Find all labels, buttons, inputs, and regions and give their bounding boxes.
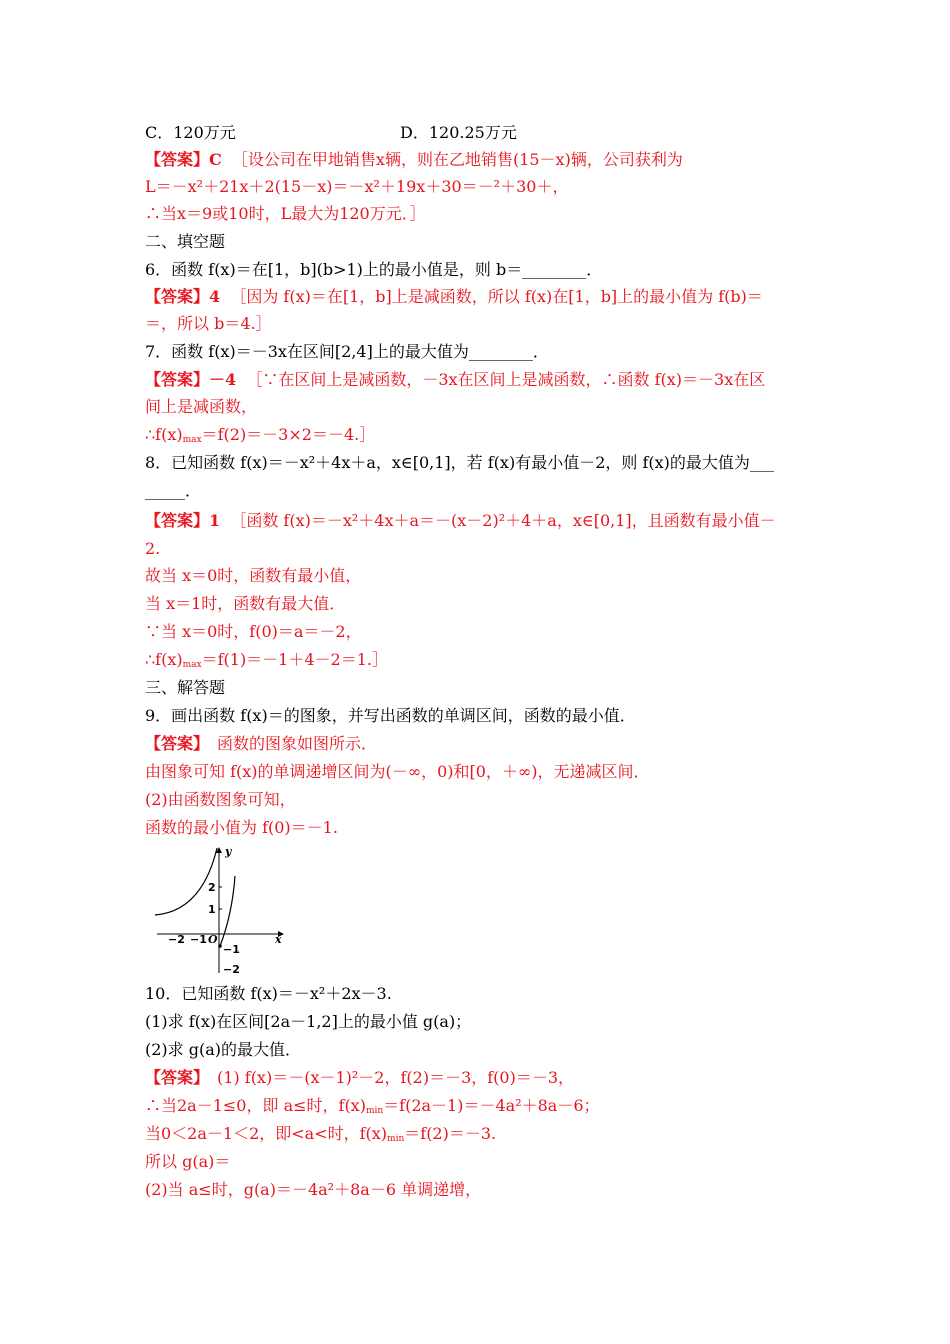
q8-answer-line1 bbox=[145, 510, 776, 532]
q7-max-subscript: max bbox=[182, 435, 202, 445]
q9-stem: 9．画出函数 f(x)＝的图象，并写出函数的单调区间，函数的最小值． bbox=[145, 706, 636, 725]
q8-answer-line4: 当 x＝1时，函数有最大值． bbox=[145, 594, 346, 613]
origin-label: O bbox=[208, 933, 218, 946]
q5-answer-line3: ∴当x＝9或10时，L最大为120万元．］ bbox=[145, 204, 426, 223]
q7-answer-line3 bbox=[145, 424, 375, 451]
answer-tag: 【答案】 bbox=[145, 150, 210, 169]
q10-stem: 10．已知函数 f(x)＝－x²＋2x－3. bbox=[145, 984, 392, 1003]
q7-answer-result: ＝f(2)＝－3×2＝－4.］ bbox=[201, 425, 376, 444]
q6-answer-text: ［因为 f(x)＝在[1，b]上是减函数，所以 f(x)在[1，b]上的最小值为 f(b)＝ bbox=[230, 287, 763, 306]
q8-answer-fmax: ∴f(x) bbox=[145, 650, 183, 669]
q10-answer-case2-result: ＝f(2)＝－3. bbox=[404, 1124, 497, 1143]
q8-stem-line2: _____． bbox=[145, 481, 202, 500]
q10-answer-case1: ∴当2a－1≤0，即 a≤时，f(x) bbox=[145, 1096, 366, 1115]
q8-max-subscript: max bbox=[182, 660, 202, 670]
answer-tag: 【答案】 bbox=[145, 287, 210, 306]
function-graph bbox=[145, 843, 290, 978]
q5-answer-text: ［设公司在甲地销售x辆，则在乙地销售(15－x)辆，公司获利为 bbox=[231, 150, 683, 169]
q10-part1: (1)求 f(x)在区间[2a－1,2]上的最小值 g(a)； bbox=[145, 1012, 472, 1031]
x-tick-label-neg1: −1 bbox=[190, 933, 207, 946]
q7-answer-line2: 间上是减函数， bbox=[145, 397, 258, 416]
y-tick-label-neg2: −2 bbox=[223, 963, 240, 976]
q10-answer-line5: (2)当 a≤时，g(a)＝－4a²＋8a－6 单调递增， bbox=[145, 1180, 482, 1199]
point-0-minus1 bbox=[218, 944, 222, 948]
answer-tag: 【答案】 bbox=[145, 1068, 202, 1087]
curve-right-branch bbox=[220, 876, 235, 946]
section-heading-solve: 三、解答题 bbox=[145, 678, 226, 697]
q10-answer-line4: 所以 g(a)＝ bbox=[145, 1152, 231, 1171]
answer-tag: 【答案】 bbox=[145, 370, 210, 389]
q7-answer-fmax: ∴f(x) bbox=[145, 425, 183, 444]
q10-answer-line1 bbox=[145, 1067, 574, 1089]
q6-stem: 6．函数 f(x)＝在[1，b](b>1)上的最小值是，则 b＝________． bbox=[145, 260, 603, 279]
q9-answer-line4: 函数的最小值为 f(0)＝－1. bbox=[145, 818, 338, 837]
q7-answer-line1 bbox=[145, 369, 765, 391]
q10-min-subscript-1: min bbox=[365, 1106, 384, 1116]
q5-option-d: D．120.25万元 bbox=[400, 123, 517, 142]
y-tick-label-2: 2 bbox=[208, 881, 216, 894]
q9-answer-line2: 由图象可知 f(x)的单调递增区间为(－∞，0)和[0，＋∞)，无递减区间． bbox=[145, 762, 650, 781]
q6-answer-line1 bbox=[145, 286, 763, 308]
answer-tag: 【答案】 bbox=[145, 511, 210, 530]
q10-answer-line2 bbox=[145, 1095, 600, 1122]
q6-answer-line2: ＝，所以 b＝4.］ bbox=[145, 314, 272, 333]
q10-min-subscript-2: min bbox=[387, 1134, 405, 1144]
x-axis-label: x bbox=[275, 933, 282, 946]
q9-answer-line1 bbox=[145, 733, 377, 755]
q5-answer-line1 bbox=[145, 149, 683, 171]
y-axis-label: y bbox=[225, 845, 232, 858]
y-tick-label-1: 1 bbox=[208, 903, 216, 916]
q8-answer-line2: 2. bbox=[145, 539, 161, 558]
q10-answer-case1-result: ＝f(2a－1)＝－4a²＋8a－6； bbox=[383, 1096, 600, 1115]
q5-answer-letter: C bbox=[209, 150, 222, 169]
q5-option-c: C．120万元 bbox=[145, 123, 236, 142]
q8-answer-line3: 故当 x＝0时，函数有最小值， bbox=[145, 566, 362, 585]
q7-answer-text: ［∵在区间上是减函数，－3x在区间上是减函数，∴函数 f(x)＝－3x在区 bbox=[246, 370, 766, 389]
section-heading-fill-in: 二、填空题 bbox=[145, 232, 226, 251]
q5-answer-line2: L＝－x²＋21x＋2(15－x)＝－x²＋19x＋30＝－²＋30＋， bbox=[145, 177, 569, 196]
q10-part2: (2)求 g(a)的最大值． bbox=[145, 1040, 302, 1059]
x-tick-label-neg2: −2 bbox=[168, 933, 185, 946]
q8-answer-text: ［函数 f(x)＝－x²＋4x＋a＝－(x－2)²＋4＋a，x∈[0,1]，且函数有最小值－ bbox=[230, 511, 776, 530]
q9-answer-text: 函数的图象如图所示． bbox=[201, 734, 378, 753]
y-tick-label-neg1: −1 bbox=[223, 943, 240, 956]
q7-stem: 7．函数 f(x)＝－3x在区间[2,4]上的最大值为________． bbox=[145, 342, 549, 361]
q10-answer-line3 bbox=[145, 1123, 496, 1150]
q9-answer-line3: (2)由函数图象可知， bbox=[145, 790, 296, 809]
q8-answer-line5: ∵当 x＝0时，f(0)＝a＝－2， bbox=[145, 622, 362, 641]
q6-answer-value: 4 bbox=[209, 287, 221, 306]
answer-tag: 【答案】 bbox=[145, 734, 202, 753]
q8-answer-value: 1 bbox=[209, 511, 221, 530]
q8-answer-line6 bbox=[145, 649, 388, 676]
q8-answer-result: ＝f(1)＝－1＋4－2＝1.］ bbox=[201, 650, 388, 669]
q10-answer-case2: 当0＜2a－1＜2，即<a<时，f(x) bbox=[145, 1124, 388, 1143]
q8-stem-line1: 8．已知函数 f(x)＝－x²＋4x＋a，x∈[0,1]，若 f(x)有最小值－2，则 f(x)的最大值为___ bbox=[145, 453, 774, 472]
q7-answer-value: －4 bbox=[209, 370, 237, 389]
q10-answer-text: (1) f(x)＝－(x－1)²－2，f(2)＝－3，f(0)＝－3， bbox=[201, 1068, 575, 1087]
